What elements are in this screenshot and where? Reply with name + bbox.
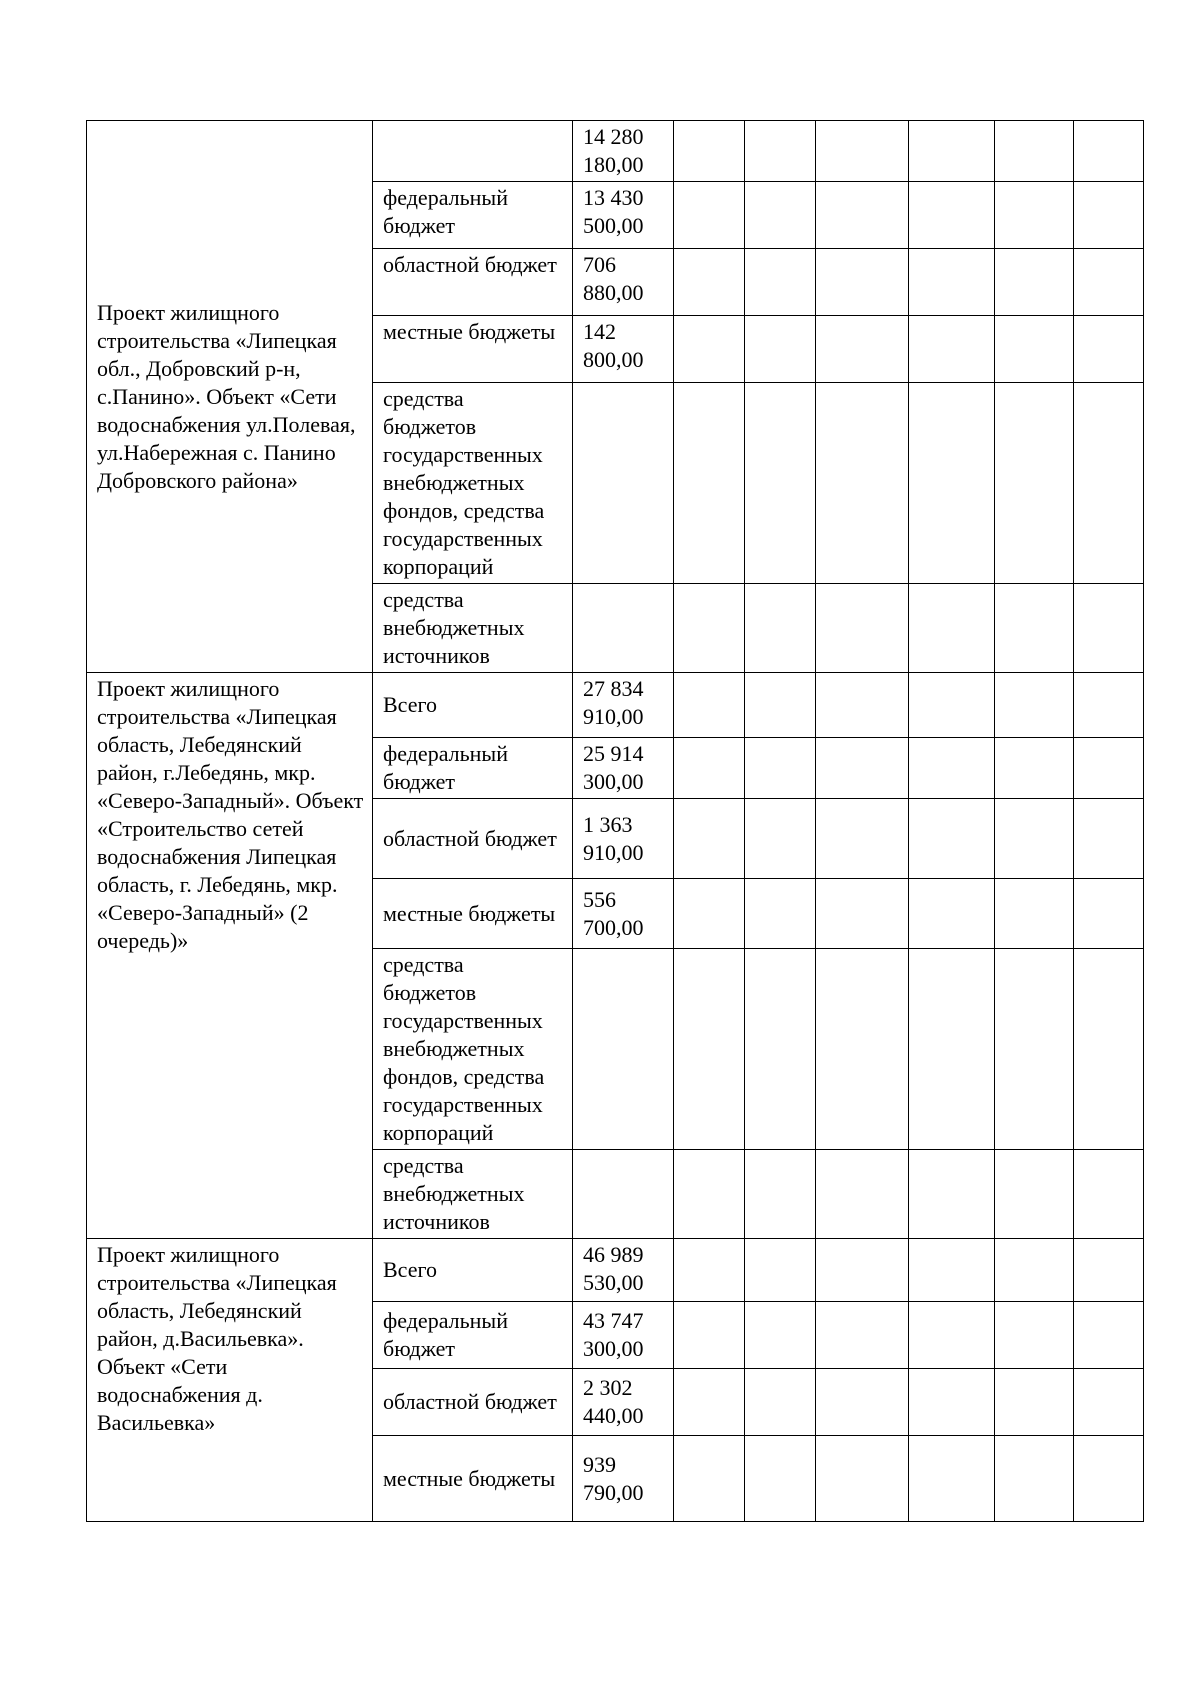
funding-source-cell: Всего — [373, 1239, 573, 1302]
amount-cell: 706 880,00 — [573, 249, 674, 316]
empty-cell — [909, 182, 995, 249]
amount-cell: 1 363 910,00 — [573, 799, 674, 879]
amount-cell — [573, 383, 674, 584]
empty-cell — [1074, 1150, 1144, 1239]
empty-cell — [816, 738, 909, 799]
empty-cell — [745, 584, 816, 673]
funding-source-cell: местные бюджеты — [373, 316, 573, 383]
amount-cell: 142 800,00 — [573, 316, 674, 383]
empty-cell — [1074, 1239, 1144, 1302]
empty-cell — [1074, 879, 1144, 949]
empty-cell — [674, 1150, 745, 1239]
empty-cell — [909, 316, 995, 383]
empty-cell — [995, 316, 1074, 383]
empty-cell — [745, 1302, 816, 1369]
empty-cell — [1074, 1436, 1144, 1522]
empty-cell — [816, 1239, 909, 1302]
empty-cell — [816, 121, 909, 182]
empty-cell — [816, 1150, 909, 1239]
empty-cell — [1074, 121, 1144, 182]
empty-cell — [995, 1369, 1074, 1436]
empty-cell — [674, 584, 745, 673]
empty-cell — [1074, 249, 1144, 316]
empty-cell — [745, 879, 816, 949]
empty-cell — [745, 383, 816, 584]
funding-table — [86, 120, 1144, 1522]
empty-cell — [1074, 738, 1144, 799]
empty-cell — [1074, 1302, 1144, 1369]
empty-cell — [995, 383, 1074, 584]
amount-cell — [573, 949, 674, 1150]
empty-cell — [909, 673, 995, 738]
empty-cell — [674, 182, 745, 249]
table-row — [87, 121, 1144, 182]
empty-cell — [909, 1369, 995, 1436]
empty-cell — [674, 1369, 745, 1436]
amount-cell: 25 914 300,00 — [573, 738, 674, 799]
empty-cell — [745, 182, 816, 249]
empty-cell — [816, 584, 909, 673]
empty-cell — [816, 182, 909, 249]
empty-cell — [909, 1436, 995, 1522]
project-name-cell: Проект жилищного строительства «Липецкая область, Лебедянский район, г.Лебедянь, мкр. «Северо-Западный». Объект «Строительство сетей водоснабжения Липецкая область, г. Лебедянь, мкр. «Северо-Западный» (2 очередь)» — [87, 673, 373, 1239]
amount-cell: 556 700,00 — [573, 879, 674, 949]
empty-cell — [1074, 673, 1144, 738]
project-name-cell: Проект жилищного строительства «Липецкая область, Лебедянский район, д.Васильевка». Объект «Сети водоснабжения д. Васильевка» — [87, 1239, 373, 1522]
empty-cell — [1074, 799, 1144, 879]
amount-cell: 13 430 500,00 — [573, 182, 674, 249]
empty-cell — [674, 879, 745, 949]
empty-cell — [816, 1436, 909, 1522]
empty-cell — [1074, 316, 1144, 383]
empty-cell — [816, 673, 909, 738]
empty-cell — [1074, 182, 1144, 249]
empty-cell — [995, 879, 1074, 949]
empty-cell — [909, 1150, 995, 1239]
table-row — [87, 1239, 1144, 1302]
empty-cell — [745, 1369, 816, 1436]
amount-cell: 27 834 910,00 — [573, 673, 674, 738]
funding-source-cell — [373, 121, 573, 182]
empty-cell — [816, 799, 909, 879]
funding-source-cell: местные бюджеты — [373, 879, 573, 949]
table-row — [87, 673, 1144, 738]
empty-cell — [909, 738, 995, 799]
empty-cell — [674, 249, 745, 316]
funding-source-cell: областной бюджет — [373, 249, 573, 316]
amount-cell: 939 790,00 — [573, 1436, 674, 1522]
empty-cell — [816, 1369, 909, 1436]
empty-cell — [745, 799, 816, 879]
empty-cell — [995, 249, 1074, 316]
funding-source-cell: местные бюджеты — [373, 1436, 573, 1522]
empty-cell — [909, 1302, 995, 1369]
empty-cell — [674, 316, 745, 383]
amount-cell: 2 302 440,00 — [573, 1369, 674, 1436]
funding-source-cell: федеральный бюджет — [373, 182, 573, 249]
empty-cell — [674, 673, 745, 738]
funding-source-cell: областной бюджет — [373, 1369, 573, 1436]
empty-cell — [909, 121, 995, 182]
amount-cell — [573, 584, 674, 673]
empty-cell — [995, 673, 1074, 738]
empty-cell — [745, 1239, 816, 1302]
empty-cell — [1074, 584, 1144, 673]
funding-source-cell: средства внебюджетных источников — [373, 1150, 573, 1239]
empty-cell — [674, 949, 745, 1150]
empty-cell — [745, 121, 816, 182]
empty-cell — [745, 673, 816, 738]
empty-cell — [745, 949, 816, 1150]
empty-cell — [816, 383, 909, 584]
empty-cell — [745, 249, 816, 316]
funding-source-cell: средства внебюджетных источников — [373, 584, 573, 673]
empty-cell — [995, 1302, 1074, 1369]
funding-source-cell: средства бюджетов государственных внебюджетных фондов, средства государственных корпораций — [373, 383, 573, 584]
empty-cell — [909, 799, 995, 879]
empty-cell — [909, 1239, 995, 1302]
empty-cell — [816, 249, 909, 316]
empty-cell — [674, 121, 745, 182]
funding-source-cell: федеральный бюджет — [373, 1302, 573, 1369]
empty-cell — [674, 383, 745, 584]
empty-cell — [909, 949, 995, 1150]
amount-cell: 14 280 180,00 — [573, 121, 674, 182]
empty-cell — [909, 879, 995, 949]
funding-source-cell: областной бюджет — [373, 799, 573, 879]
funding-source-cell: средства бюджетов государственных внебюджетных фондов, средства государственных корпораций — [373, 949, 573, 1150]
empty-cell — [909, 249, 995, 316]
empty-cell — [816, 316, 909, 383]
empty-cell — [745, 738, 816, 799]
empty-cell — [674, 1436, 745, 1522]
empty-cell — [995, 1150, 1074, 1239]
empty-cell — [995, 1239, 1074, 1302]
empty-cell — [1074, 383, 1144, 584]
empty-cell — [1074, 949, 1144, 1150]
empty-cell — [745, 316, 816, 383]
empty-cell — [816, 879, 909, 949]
empty-cell — [674, 1302, 745, 1369]
empty-cell — [995, 584, 1074, 673]
empty-cell — [995, 799, 1074, 879]
empty-cell — [995, 121, 1074, 182]
empty-cell — [909, 584, 995, 673]
empty-cell — [816, 1302, 909, 1369]
project-name-cell: Проект жилищного строительства «Липецкая обл., Добровский р-н, с.Панино». Объект «Сети водоснабжения ул.Полевая, ул.Набережная с. Панино Добровского района» — [87, 121, 373, 673]
funding-source-cell: Всего — [373, 673, 573, 738]
empty-cell — [995, 949, 1074, 1150]
empty-cell — [816, 949, 909, 1150]
amount-cell: 46 989 530,00 — [573, 1239, 674, 1302]
empty-cell — [674, 738, 745, 799]
empty-cell — [995, 1436, 1074, 1522]
empty-cell — [674, 1239, 745, 1302]
empty-cell — [1074, 1369, 1144, 1436]
empty-cell — [745, 1150, 816, 1239]
empty-cell — [995, 738, 1074, 799]
empty-cell — [674, 799, 745, 879]
funding-source-cell: федеральный бюджет — [373, 738, 573, 799]
empty-cell — [745, 1436, 816, 1522]
amount-cell: 43 747 300,00 — [573, 1302, 674, 1369]
amount-cell — [573, 1150, 674, 1239]
empty-cell — [909, 383, 995, 584]
empty-cell — [995, 182, 1074, 249]
